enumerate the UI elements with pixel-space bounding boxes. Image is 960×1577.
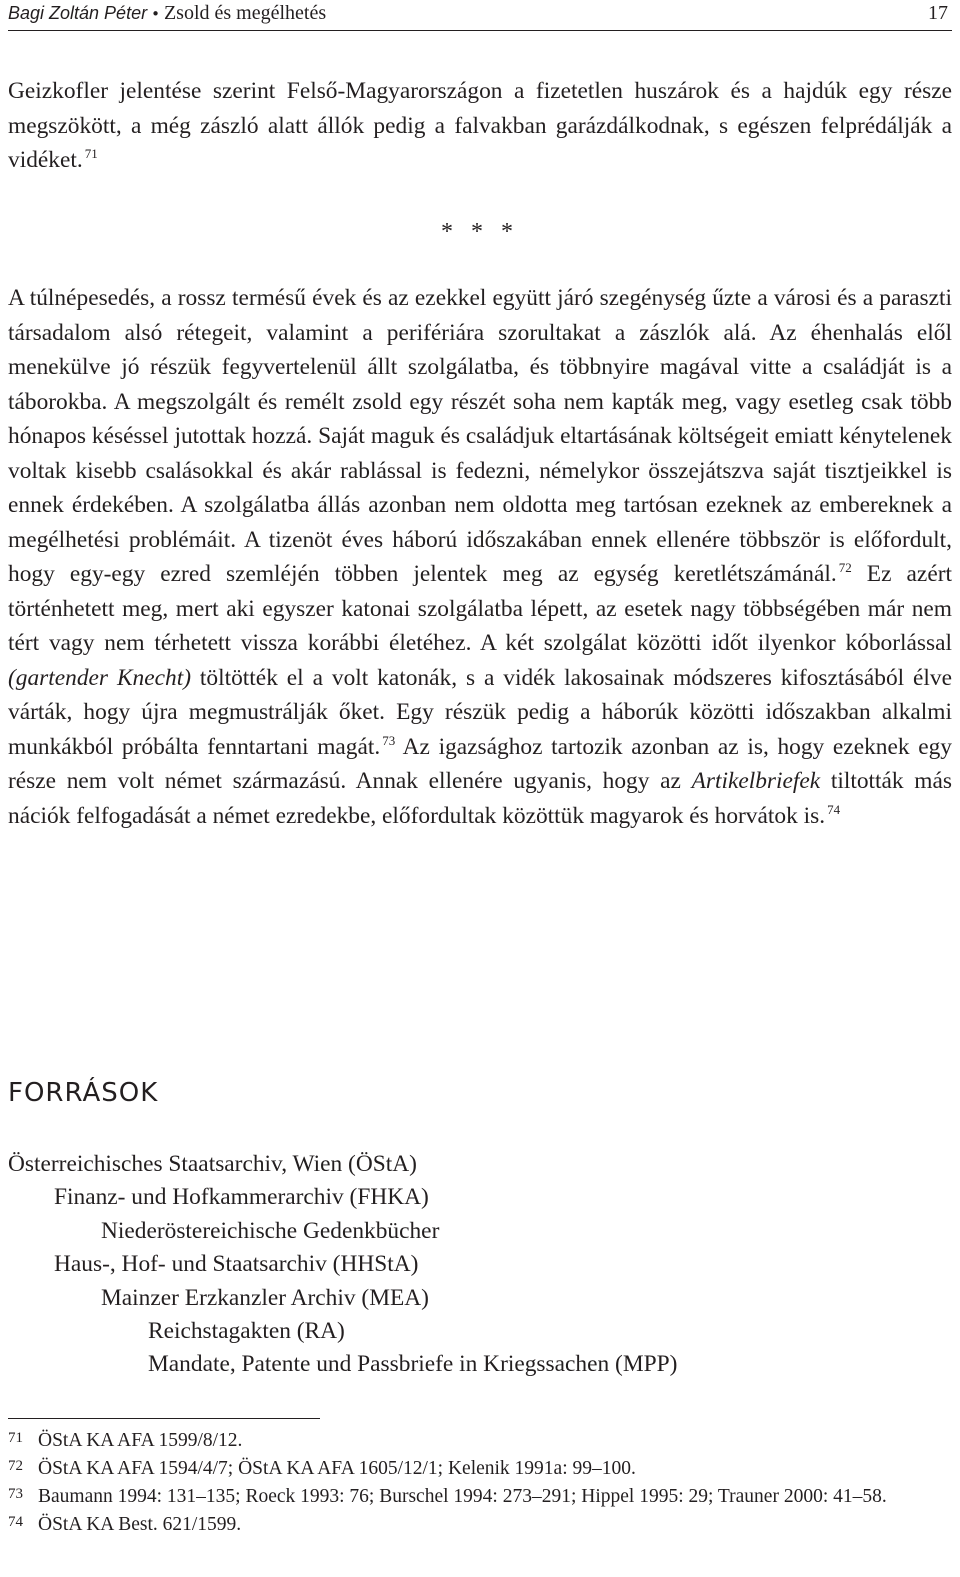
source-item: Niederöstereichische Gedenkbücher bbox=[101, 1217, 440, 1244]
bullet-separator: • bbox=[151, 5, 160, 23]
paragraph-2-text-5: tiltották más nációk felfogadását a német ezredekbe, előfordultak közöttük magyarok és horvátok is. bbox=[8, 768, 952, 829]
page-number: 17 bbox=[928, 2, 948, 24]
source-item: Mandate, Patente und Passbriefe in Kriegssachen (MPP) bbox=[148, 1351, 678, 1378]
footnote-text: ÖStA KA AFA 1599/8/12. bbox=[38, 1430, 243, 1451]
paragraph-2-text-1: A túlnépesedés, a rossz termésű évek és az ezekkel együtt járó szegénység űzte a városi és a paraszti társadalom alsó rétegeit, valamint a perifériára szorultakat a zászlók alá. Az éhenhalás elől menekülve jó részük fegyvertelenül állt szolgálatba, és többnyire magával vitte a családját is a táborokba. A megszolgált és remélt zsold egy részét soha nem kapták meg, vagy esetleg csak több hónapos késéssel jutottak hozzá. Saját maguk és családjuk eltartásának költségeit emiatt kénytelenek voltak kisebb csalásokkal és akár rablással is fedezni, némelykor összejátszva saját tisztjeikkel is ennek érdekében. A szolgálatba állás azonban nem oldotta meg tartósan ezeknek az embereknek a megélhetési problémáit. A tizenöt éves háború időszakában ennek ellenére többször is előfordult, hogy egy-egy ezred szemléjén többen jelentek meg az egység keretlétszámánál. bbox=[8, 285, 952, 587]
footnote-ref-73[interactable]: 73 bbox=[382, 732, 396, 748]
source-item: Haus-, Hof- und Staatsarchiv (HHStA) bbox=[54, 1251, 419, 1278]
footnote-ref-74[interactable]: 74 bbox=[827, 801, 841, 817]
footnote-rule bbox=[8, 1418, 320, 1419]
footnotes-list bbox=[8, 1427, 948, 1539]
author-name: Bagi Zoltán Péter bbox=[8, 3, 148, 23]
source-item: Finanz- und Hofkammerarchiv (FHKA) bbox=[54, 1184, 429, 1211]
italic-term-artikelbriefek: Artikelbriefek bbox=[691, 768, 821, 794]
paragraph-2-text-4: Az igazsághoz tartozik azonban az is, hogy ezeknek egy része nem volt német származású. Annak ellenére ugyanis, hogy az bbox=[8, 733, 952, 794]
paragraph-1-text: Geizkofler jelentése szerint Felső-Magyarországon a fizetetlen huszárok és a hajdúk egy része megszökött, a még zászló alatt állók pedig a falvakban garázdálkodnak, s egészen felprédálják a vidéket. bbox=[8, 78, 952, 173]
footnote bbox=[8, 1511, 948, 1539]
footnote-number: 71 bbox=[8, 1430, 23, 1446]
source-item: Reichstagakten (RA) bbox=[148, 1318, 345, 1345]
footnote-text: ÖStA KA AFA 1594/4/7; ÖStA KA AFA 1605/12/1; Kelenik 1991a: 99–100. bbox=[38, 1458, 636, 1479]
paragraph-1 bbox=[8, 74, 952, 178]
sources-heading: FORRÁSOK bbox=[8, 1078, 159, 1108]
paragraph-2 bbox=[8, 281, 952, 833]
footnote-number: 74 bbox=[8, 1514, 23, 1530]
footnote-ref-71[interactable]: 71 bbox=[84, 146, 98, 161]
italic-term-gartender: (gartender Knecht) bbox=[8, 664, 191, 691]
source-item: Österreichisches Staatsarchiv, Wien (ÖStA) bbox=[8, 1151, 417, 1177]
footnote bbox=[8, 1427, 948, 1455]
footnote bbox=[8, 1483, 948, 1511]
source-item: Mainzer Erzkanzler Archiv (MEA) bbox=[101, 1284, 429, 1311]
footnote-number: 72 bbox=[8, 1458, 23, 1474]
paragraph-2-text-2: Ez azért történhetett meg, mert aki egyszer katonai szolgálatba lépett, az esetek nagy többségében már nem tért vagy nem térhetett vissza korábbi életéhez. A két szolgálat közötti időt ilyenkor kóborlással bbox=[8, 561, 952, 656]
paragraph-2-text-3: töltötték el a volt katonák, s a vidék lakosainak módszeres kifosztásából élve várták, hogy újra megmustrálják őket. Egy részük pedig a háborúk közötti időszakban alkalmi munkákból próbálta fenntartani magát. bbox=[8, 664, 953, 760]
footnote-text: Baumann 1994: 131–135; Roeck 1993: 76; Burschel 1994: 273–291; Hippel 1995: 29; Trauner 2000: 41–58. bbox=[38, 1486, 887, 1507]
chapter-title: Zsold és megélhetés bbox=[163, 2, 327, 24]
sources-list bbox=[8, 1148, 677, 1382]
running-head bbox=[8, 0, 326, 27]
running-header bbox=[8, 0, 952, 31]
footnote bbox=[8, 1455, 948, 1483]
footnote-number: 73 bbox=[8, 1486, 23, 1502]
footnote-text: ÖStA KA Best. 621/1599. bbox=[38, 1514, 242, 1535]
section-break: * * * bbox=[441, 219, 519, 245]
footnote-ref-72[interactable]: 72 bbox=[838, 560, 852, 575]
